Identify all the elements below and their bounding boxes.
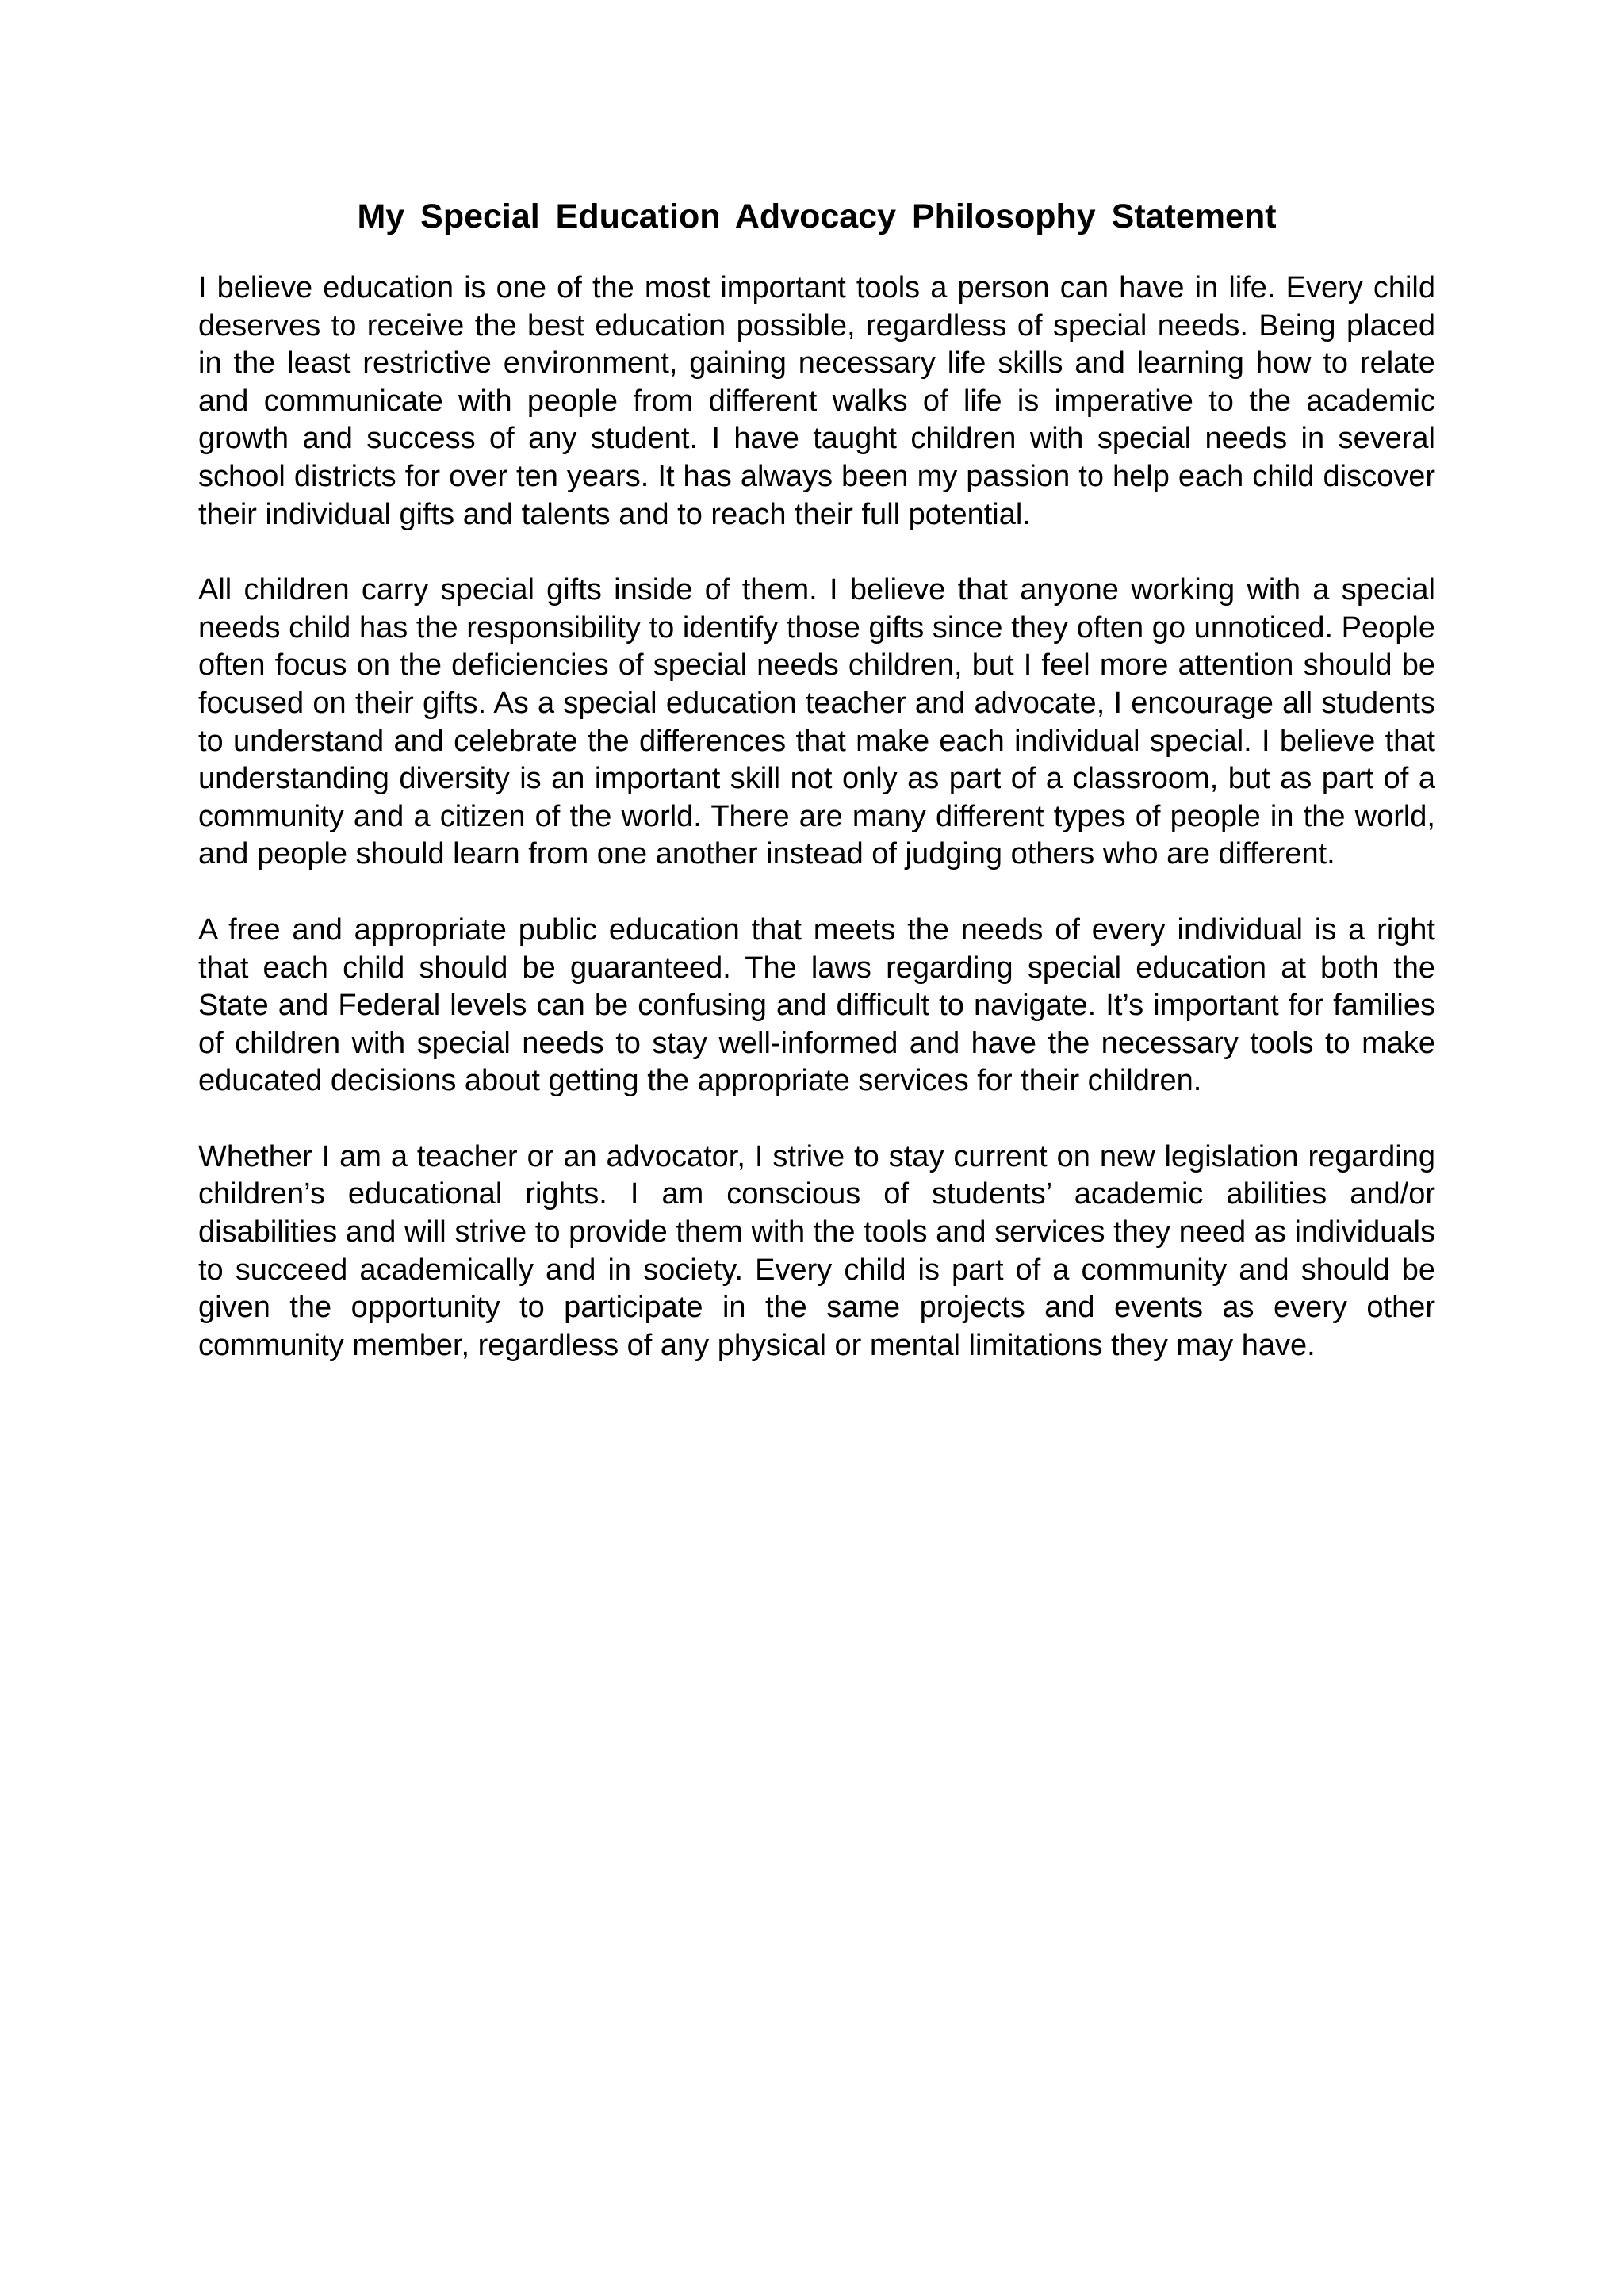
paragraph-3: A free and appropriate public education that meets the needs of every individual is a right that each child should be guaranteed. The laws regarding special education at both the State and Federal levels can be confusing and difficult to navigate. It’s important for families of children with special needs to stay well-informed and have the necessary tools to make educated decisions about getting the appropriate services for their children. [198,913,1435,1098]
paragraph-1: I believe education is one of the most important tools a person can have in life. Every child deserves to receive the best education possible, regardless of special needs. Being placed in the least restrictive environment, gaining necessary life skills and learning how to relate and communicate with people from different walks of life is imperative to the academic growth and success of any student. I have taught children with special needs in several school districts for over ten years. It has always been my passion to help each child discover their individual gifts and talents and to reach their full potential. [198,271,1435,531]
paragraph-2: All children carry special gifts inside of them. I believe that anyone working with a special needs child has the responsibility to identify those gifts since they often go unnoticed. People often focus on the deficiencies of special needs children, but I feel more attention should be focused on their gifts. As a special education teacher and advocate, I encourage all students to understand and celebrate the differences that make each individual special. I believe that understanding diversity is an important skill not only as part of a classroom, but as part of a community and a citizen of the world. There are many different types of people in the world, and people should learn from one another instead of judging others who are different. [198,573,1435,871]
document-body [198,270,1435,1402]
paragraph-4: Whether I am a teacher or an advocator, I strive to stay current on new legislation regarding children’s educational rights. I am conscious of students’ academic abilities and/or disabilities and will strive to provide them with the tools and services they need as individuals to succeed academically and in society. Every child is part of a community and should be given the opportunity to participate in the same projects and events as every other community member, regardless of any physical or mental limitations they may have. [198,1139,1435,1362]
document-title: My Special Education Advocacy Philosophy Statement [357,197,1277,235]
